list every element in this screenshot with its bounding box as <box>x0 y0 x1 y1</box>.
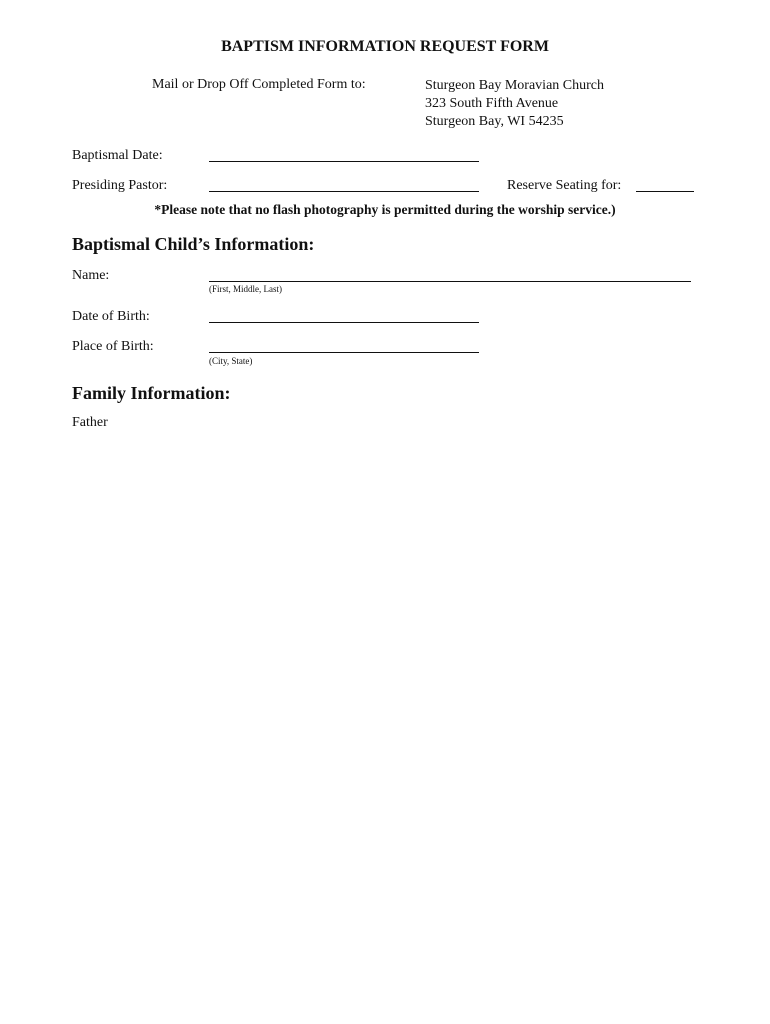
baptismal-date-label: Baptismal Date: <box>72 148 163 163</box>
presiding-pastor-field[interactable] <box>209 191 479 192</box>
reserve-seating-field[interactable] <box>636 191 694 192</box>
address-line-2: 323 South Fifth Avenue <box>425 96 559 111</box>
child-dob-field[interactable] <box>209 322 479 323</box>
child-pob-hint: (City, State) <box>209 356 253 366</box>
presiding-pastor-label: Presiding Pastor: <box>72 178 168 193</box>
mail-instructions: Mail or Drop Off Completed Form to: <box>152 77 366 92</box>
form-title: BAPTISM INFORMATION REQUEST FORM <box>221 38 549 55</box>
child-name-hint: (First, Middle, Last) <box>209 284 282 294</box>
child-name-field[interactable] <box>209 281 691 282</box>
child-name-label: Name: <box>72 268 110 283</box>
baptismal-date-field[interactable] <box>209 161 479 162</box>
address-line-3: Sturgeon Bay, WI 54235 <box>425 114 564 129</box>
child-dob-label: Date of Birth: <box>72 309 150 324</box>
father-label: Father <box>72 415 108 430</box>
address-line-1: Sturgeon Bay Moravian Church <box>425 78 604 93</box>
photography-note: *Please note that no flash photography is permitted during the worship service.) <box>154 202 616 217</box>
child-info-heading: Baptismal Child’s Information: <box>72 234 315 254</box>
family-info-heading: Family Information: <box>72 383 231 403</box>
reserve-seating-label: Reserve Seating for: <box>507 178 622 193</box>
child-pob-label: Place of Birth: <box>72 339 154 354</box>
child-pob-field[interactable] <box>209 352 479 353</box>
